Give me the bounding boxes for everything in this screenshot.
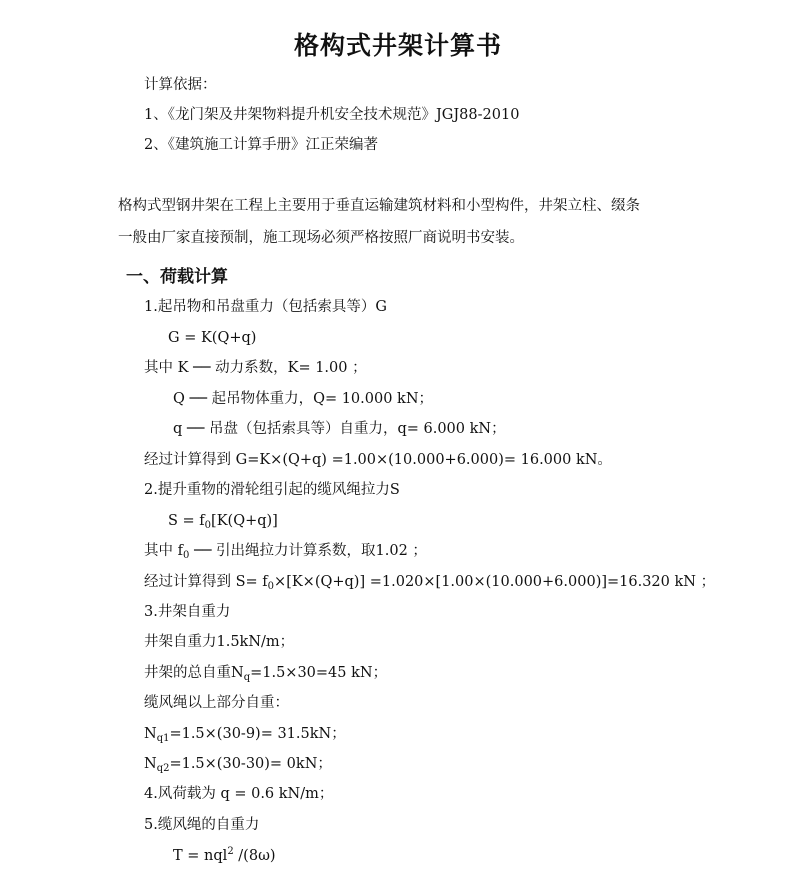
nq2-line [144,754,332,774]
item-4-wind-load: 4.风荷载为 q = 0.6 kN/m； [144,786,334,802]
basis-item-2: 2、《建筑施工计算手册》江正荣编著 [144,137,378,153]
intro-line-2: 一般由厂家直接预制，施工现场必须严格按照厂商说明书安装。 [118,230,524,246]
formula-T-part: T = nql [173,848,228,864]
intro-line-1: 格构式型钢井架在工程上主要用于垂直运输建筑材料和小型构件，井架立柱、缀条 [118,198,640,214]
item-5-heading: 5.缆风绳的自重力 [144,817,260,833]
result-G: 经过计算得到 G=K×(Q+q) =1.00×(10.000+6.000)= 16.000 kN。 [144,452,612,468]
result-S [144,572,715,592]
nq1-subscript: q1 [156,733,170,744]
definition-q: q ── 吊盘（包括索具等）自重力，q= 6.000 kN； [173,421,506,437]
formula-T-superscript: 2 [227,846,234,857]
formula-S [168,511,278,531]
formula-S-part: S = f [168,513,205,529]
definition-f0-part: 其中 f [144,543,183,559]
section-heading-load: 一、荷载计算 [126,267,228,287]
above-guy-rope-label: 缆风绳以上部分自重： [144,695,289,711]
nq1-part: N [144,726,157,742]
nq1-line [144,724,346,744]
definition-K: 其中 K ── 动力系数，K= 1.00 ； [144,360,367,376]
definition-f0-part: ── 引出绳拉力计算系数，取1.02 ； [189,543,427,559]
item-3-heading: 3.井架自重力 [144,604,231,620]
total-weight-part: =1.5×30=45 kN； [250,665,388,681]
total-weight-subscript: q [243,672,251,683]
self-weight-line: 井架自重力1.5kN/m； [144,634,295,650]
basis-item-1: 1、《龙门架及井架物料提升机安全技术规范》JGJ88-2010 [144,107,520,123]
total-weight-part: 井架的总自重N [144,665,244,681]
definition-Q: Q ── 起吊物体重力，Q= 10.000 kN； [173,391,434,407]
total-weight-line [144,663,387,683]
item-1-heading: 1.起吊物和吊盘重力（包括索具等）G [144,299,387,315]
result-S-subscript: 0 [267,581,275,592]
formula-S-part: [K(Q+q)] [211,513,278,529]
definition-f0-subscript: 0 [182,550,190,561]
item-2-heading: 2.提升重物的滑轮组引起的缆风绳拉力S [144,482,400,498]
basis-label: 计算依据： [144,77,217,93]
nq2-subscript: q2 [156,763,170,774]
result-S-part: ×[K×(Q+q)] =1.020×[1.00×(10.000+6.000)]=16.320 kN ； [274,574,716,590]
formula-S-subscript: 0 [204,520,212,531]
formula-G: G = K(Q+q) [168,330,257,346]
result-S-part: 经过计算得到 S= f [144,574,268,590]
nq2-part: N [144,756,157,772]
formula-T [173,846,276,866]
formula-T-part: /(8ω) [233,848,276,864]
definition-f0 [144,541,427,561]
document-title: 格构式井架计算书 [293,31,502,60]
nq1-part: =1.5×(30-9)= 31.5kN； [169,726,346,742]
nq2-part: =1.5×(30-30)= 0kN； [169,756,332,772]
